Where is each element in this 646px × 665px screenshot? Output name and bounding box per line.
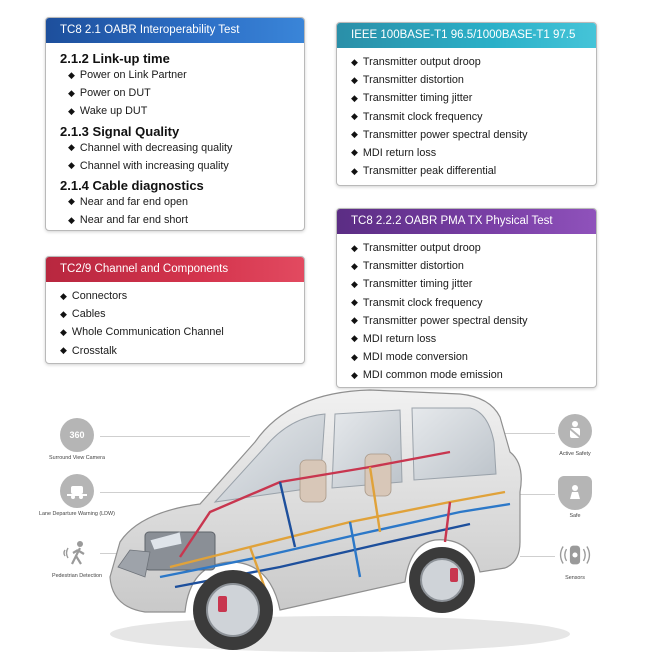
list-item: ◆ MDI return loss — [351, 146, 437, 159]
diamond-bullet-icon: ◆ — [60, 326, 67, 337]
diamond-bullet-icon: ◆ — [351, 315, 358, 326]
lane-departure-icon — [60, 474, 94, 508]
feature-label: Lane Departure Warning (LDW) — [39, 511, 115, 517]
list-item: ◆ Transmitter timing jitter — [351, 278, 473, 291]
list-item: ◆ Cables — [60, 308, 106, 321]
sensor-waves-icon — [558, 538, 592, 572]
tc8-interop-body — [46, 43, 304, 236]
feature-label: Surround View Camera — [49, 455, 105, 461]
diamond-bullet-icon: ◆ — [351, 74, 358, 85]
list-item: ◆ Power on Link Partner — [68, 69, 187, 81]
car-shadow — [110, 616, 570, 652]
section-cable-diagnostics: 2.1.4 Cable diagnostics — [60, 177, 204, 193]
diamond-bullet-icon: ◆ — [68, 214, 75, 225]
list-item: ◆ Power on DUT — [68, 87, 151, 100]
list-item: ◆ Transmitter output droop — [351, 56, 481, 68]
tc2-9-body — [46, 282, 304, 367]
list-item: ◆ Transmitter power spectral density — [351, 314, 528, 327]
shield-person-icon — [558, 476, 592, 510]
diamond-bullet-icon: ◆ — [60, 290, 67, 301]
list-item: ◆ Transmitter distortion — [351, 260, 464, 273]
diamond-bullet-icon: ◆ — [351, 278, 358, 289]
tc2-9-panel — [45, 256, 305, 364]
list-item: ◆ Connectors — [60, 290, 128, 302]
diamond-bullet-icon: ◆ — [351, 260, 358, 271]
tc8-interop-title: TC8 2.1 OABR Interoperability Test — [46, 18, 304, 43]
diamond-bullet-icon: ◆ — [351, 165, 358, 176]
feature-sensors — [536, 538, 614, 582]
list-item: ◆ MDI return loss — [351, 332, 437, 345]
diamond-bullet-icon: ◆ — [351, 129, 358, 140]
car-network-illustration — [50, 369, 610, 662]
brake-caliper — [218, 596, 227, 612]
list-item: ◆ Transmitter timing jitter — [351, 92, 473, 105]
list-item: ◆ MDI common mode emission — [351, 369, 503, 382]
list-item: ◆ Wake up DUT — [68, 105, 148, 118]
feature-surround-view — [38, 418, 116, 462]
brake-caliper — [450, 568, 458, 582]
front-rim — [207, 584, 259, 636]
ieee-title: IEEE 100BASE-T1 96.5/1000BASE-T1 97.5 — [337, 23, 596, 48]
list-item: ◆ Near and far end open — [68, 195, 188, 208]
feature-label: Pedestrian Detection — [51, 573, 103, 579]
diamond-bullet-icon: ◆ — [351, 56, 358, 67]
diamond-bullet-icon: ◆ — [351, 111, 358, 122]
tc8-interop-panel — [45, 17, 305, 231]
diamond-bullet-icon: ◆ — [351, 369, 358, 380]
diamond-bullet-icon: ◆ — [68, 87, 75, 98]
tc8-pma-panel — [336, 208, 597, 388]
list-item: ◆ Crosstalk — [60, 344, 117, 357]
diamond-bullet-icon: ◆ — [68, 105, 75, 116]
list-item: ◆ Near and far end short — [68, 214, 188, 227]
ieee-body — [337, 48, 596, 187]
diamond-bullet-icon: ◆ — [68, 142, 75, 153]
car-rear-window — [412, 408, 496, 480]
feature-active-safety — [536, 414, 614, 458]
diamond-bullet-icon: ◆ — [351, 92, 358, 103]
feature-label: Active Safety — [559, 451, 591, 457]
car-seat — [365, 454, 391, 496]
car-seat — [300, 460, 326, 502]
ieee-panel — [336, 22, 597, 186]
feature-pedestrian — [38, 536, 116, 580]
360-camera-icon: 360 — [60, 418, 94, 452]
list-item: ◆ Channel with increasing quality — [68, 159, 229, 172]
list-item: ◆ Channel with decreasing quality — [68, 141, 233, 154]
seatbelt-icon — [558, 414, 592, 448]
diamond-bullet-icon: ◆ — [60, 308, 67, 319]
diamond-bullet-icon: ◆ — [68, 196, 75, 207]
list-item: ◆ Transmitter distortion — [351, 74, 464, 87]
feature-label: Sensors — [565, 575, 585, 581]
section-link-up-time: 2.1.2 Link-up time — [60, 51, 170, 66]
section-signal-quality: 2.1.3 Signal Quality — [60, 123, 180, 139]
list-item: ◆ MDI mode conversion — [351, 351, 468, 364]
tc8-pma-title: TC8 2.2.2 OABR PMA TX Physical Test — [337, 209, 596, 234]
tc2-9-title: TC2/9 Channel and Components — [46, 257, 304, 282]
diamond-bullet-icon: ◆ — [351, 351, 358, 362]
list-item: ◆ Transmitter power spectral density — [351, 128, 528, 141]
tc8-pma-body — [337, 234, 596, 392]
feature-ldw — [38, 474, 116, 518]
list-item: ◆ Transmitter output droop — [351, 242, 481, 254]
list-item: ◆ Transmitter peak differential — [351, 165, 497, 178]
diamond-bullet-icon: ◆ — [68, 160, 75, 171]
diamond-bullet-icon: ◆ — [68, 69, 75, 80]
list-item: ◆ Transmit clock frequency — [351, 110, 483, 123]
diamond-bullet-icon: ◆ — [351, 333, 358, 344]
list-item: ◆ Transmit clock frequency — [351, 296, 483, 309]
diamond-bullet-icon: ◆ — [351, 297, 358, 308]
diamond-bullet-icon: ◆ — [60, 345, 67, 356]
feature-label: Safe — [569, 513, 581, 519]
diamond-bullet-icon: ◆ — [351, 147, 358, 158]
list-item: ◆ Whole Communication Channel — [60, 326, 224, 339]
pedestrian-icon — [60, 536, 94, 570]
feature-safe — [536, 476, 614, 520]
diamond-bullet-icon: ◆ — [351, 242, 358, 253]
